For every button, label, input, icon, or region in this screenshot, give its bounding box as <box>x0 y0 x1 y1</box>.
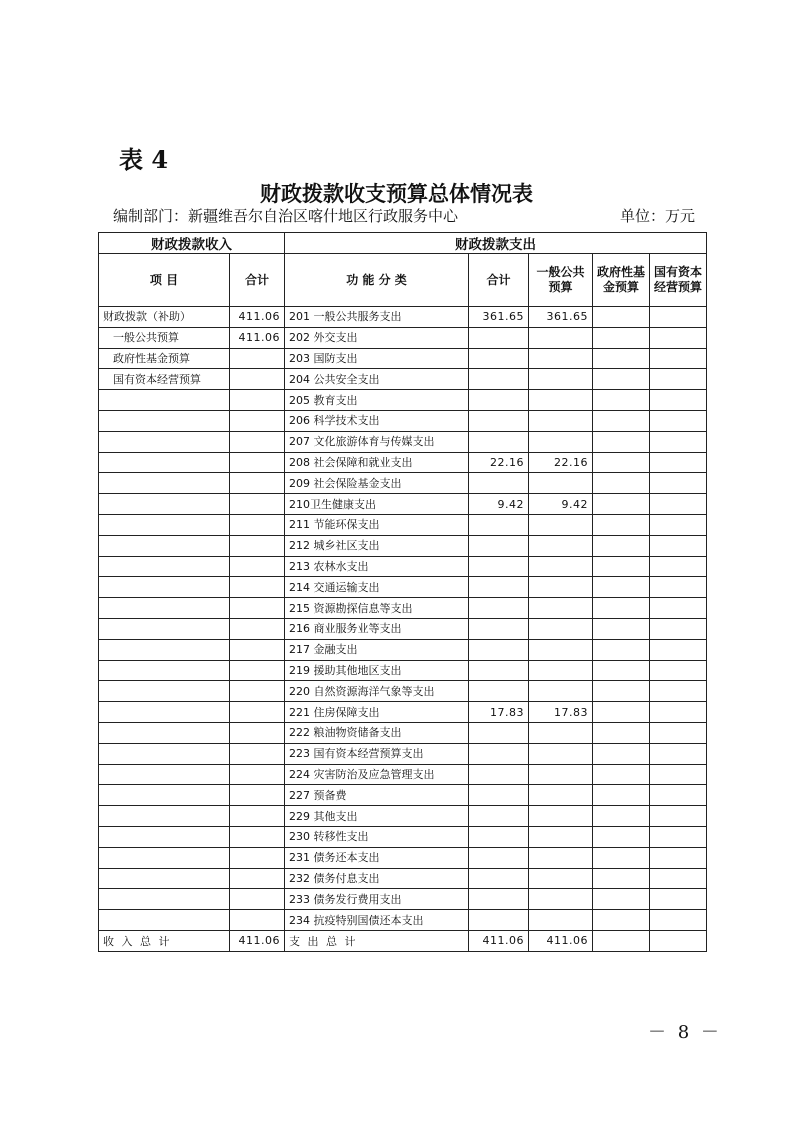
income-total-cell <box>230 889 285 910</box>
income-total-cell <box>230 348 285 369</box>
gov-fund-budget-cell <box>593 348 650 369</box>
income-item-cell: 政府性基金预算 <box>99 348 230 369</box>
expense-total-cell <box>469 806 529 827</box>
table-row <box>99 577 707 598</box>
expense-category-cell: 201 一般公共服务支出 <box>285 307 469 328</box>
expense-category-cell: 229 其他支出 <box>285 806 469 827</box>
expense-category-cell: 231 债务还本支出 <box>285 847 469 868</box>
general-budget-cell <box>529 660 593 681</box>
expense-total-cell <box>469 514 529 535</box>
income-item-cell <box>99 410 230 431</box>
expense-total-cell <box>469 681 529 702</box>
expense-category-cell: 219 援助其他地区支出 <box>285 660 469 681</box>
expense-total-cell <box>469 764 529 785</box>
gov-fund-budget-cell <box>593 764 650 785</box>
expense-total-cell <box>469 535 529 556</box>
table-row <box>99 681 707 702</box>
income-item-cell <box>99 390 230 411</box>
state-capital-budget-cell <box>650 473 707 494</box>
gov-fund-budget-cell <box>593 598 650 619</box>
expense-category-cell: 222 粮油物资储备支出 <box>285 722 469 743</box>
income-item-cell <box>99 847 230 868</box>
table-row <box>99 410 707 431</box>
gov-fund-budget-cell <box>593 556 650 577</box>
general-budget-cell <box>529 681 593 702</box>
income-item-cell <box>99 556 230 577</box>
general-budget-cell <box>529 743 593 764</box>
table-row <box>99 722 707 743</box>
general-budget-cell <box>529 390 593 411</box>
income-grand-total: 411.06 <box>230 930 285 951</box>
table-row <box>99 431 707 452</box>
expense-total-cell <box>469 660 529 681</box>
income-item-cell <box>99 702 230 723</box>
general-grand-total: 411.06 <box>529 930 593 951</box>
gov-fund-budget-cell <box>593 826 650 847</box>
expense-category-cell: 215 资源勘探信息等支出 <box>285 598 469 619</box>
income-item-cell <box>99 722 230 743</box>
income-item-cell <box>99 577 230 598</box>
state-capital-budget-cell <box>650 639 707 660</box>
expense-category-cell: 227 预备费 <box>285 785 469 806</box>
state-capital-budget-cell <box>650 390 707 411</box>
state-capital-budget-cell <box>650 348 707 369</box>
general-budget-cell <box>529 806 593 827</box>
gov-fund-budget-cell <box>593 889 650 910</box>
income-total-label: 收 入 总 计 <box>99 930 230 951</box>
income-item-cell: 国有资本经营预算 <box>99 369 230 390</box>
expense-total-cell <box>469 556 529 577</box>
gov-fund-budget-cell <box>593 847 650 868</box>
expense-total-cell <box>469 327 529 348</box>
expense-total-cell: 17.83 <box>469 702 529 723</box>
gov-fund-budget-cell <box>593 390 650 411</box>
expense-category-cell: 223 国有资本经营预算支出 <box>285 743 469 764</box>
budget-table <box>98 232 707 952</box>
table-row <box>99 327 707 348</box>
income-item-cell <box>99 452 230 473</box>
state-capital-budget-cell <box>650 535 707 556</box>
gov-fund-budget-cell <box>593 639 650 660</box>
general-budget-cell <box>529 556 593 577</box>
table-row <box>99 514 707 535</box>
income-total-cell <box>230 452 285 473</box>
income-item-cell <box>99 660 230 681</box>
income-item-cell <box>99 806 230 827</box>
general-budget-cell <box>529 868 593 889</box>
state-capital-budget-cell <box>650 702 707 723</box>
expense-category-cell: 212 城乡社区支出 <box>285 535 469 556</box>
page-number: － 8 － <box>648 1022 722 1043</box>
gov-fund-budget-cell <box>593 806 650 827</box>
gov-fund-budget-cell <box>593 327 650 348</box>
table-row <box>99 639 707 660</box>
compiling-department: 编制部门：新疆维吾尔自治区喀什地区行政服务中心 <box>113 207 459 225</box>
income-total-cell <box>230 722 285 743</box>
expense-category-cell: 205 教育支出 <box>285 390 469 411</box>
header-row-groups <box>99 233 707 254</box>
general-budget-cell <box>529 535 593 556</box>
expense-total-cell <box>469 639 529 660</box>
state-capital-budget-cell <box>650 681 707 702</box>
income-item-cell <box>99 868 230 889</box>
table-row <box>99 369 707 390</box>
state-capital-budget-cell <box>650 868 707 889</box>
expense-total-cell <box>469 826 529 847</box>
expense-group-header: 财政拨款支出 <box>285 233 707 254</box>
income-total-cell <box>230 618 285 639</box>
income-item-cell: 一般公共预算 <box>99 327 230 348</box>
expense-category-cell: 214 交通运输支出 <box>285 577 469 598</box>
income-total-cell <box>230 556 285 577</box>
state-capital-budget-cell <box>650 889 707 910</box>
table-row <box>99 390 707 411</box>
income-item-cell <box>99 889 230 910</box>
table-number-label: 表 4 <box>119 145 169 174</box>
gov-fund-budget-cell <box>593 618 650 639</box>
expense-category-cell: 204 公共安全支出 <box>285 369 469 390</box>
table-row <box>99 826 707 847</box>
income-group-header: 财政拨款收入 <box>99 233 285 254</box>
state-capital-budget-cell <box>650 618 707 639</box>
income-total-cell <box>230 910 285 931</box>
income-total-cell <box>230 702 285 723</box>
expense-category-cell: 202 外交支出 <box>285 327 469 348</box>
state-capital-budget-cell <box>650 452 707 473</box>
gov-fund-budget-cell <box>593 369 650 390</box>
state-capital-budget-cell <box>650 910 707 931</box>
general-budget-cell <box>529 847 593 868</box>
state-capital-budget-cell <box>650 431 707 452</box>
general-budget-cell: 17.83 <box>529 702 593 723</box>
state-capital-budget-cell <box>650 307 707 328</box>
state-capital-budget-cell <box>650 577 707 598</box>
general-budget-cell <box>529 889 593 910</box>
general-budget-cell <box>529 473 593 494</box>
income-total-cell <box>230 514 285 535</box>
general-budget-cell: 22.16 <box>529 452 593 473</box>
state-capital-budget-cell <box>650 514 707 535</box>
general-budget-cell <box>529 785 593 806</box>
table-row <box>99 702 707 723</box>
income-total-cell <box>230 577 285 598</box>
income-item-cell <box>99 535 230 556</box>
table-row <box>99 889 707 910</box>
income-total-cell <box>230 431 285 452</box>
income-total-cell <box>230 639 285 660</box>
table-row <box>99 598 707 619</box>
income-item-cell <box>99 681 230 702</box>
table-row <box>99 868 707 889</box>
document-title: 财政拨款收支预算总体情况表 <box>260 181 533 206</box>
state-capital-budget-cell <box>650 556 707 577</box>
table-row <box>99 452 707 473</box>
expense-total-cell <box>469 369 529 390</box>
table-row <box>99 847 707 868</box>
function-category-header: 功 能 分 类 <box>285 254 469 307</box>
state-capital-budget-cell <box>650 327 707 348</box>
state-capital-budget-cell <box>650 847 707 868</box>
expense-category-cell: 213 农林水支出 <box>285 556 469 577</box>
expense-total-cell <box>469 743 529 764</box>
gov-fund-budget-cell <box>593 514 650 535</box>
state-capital-budget-cell <box>650 410 707 431</box>
table-row <box>99 307 707 328</box>
expense-total-cell <box>469 390 529 411</box>
state-capital-budget-cell <box>650 494 707 515</box>
state-capital-budget-cell <box>650 826 707 847</box>
expense-total-cell <box>469 868 529 889</box>
gov-fund-budget-cell <box>593 785 650 806</box>
general-budget-cell <box>529 639 593 660</box>
income-total-cell <box>230 785 285 806</box>
unit-label: 单位：万元 <box>620 207 696 225</box>
general-budget-cell: 9.42 <box>529 494 593 515</box>
expense-total-cell <box>469 473 529 494</box>
gov-fund-budget-cell <box>593 307 650 328</box>
income-total-cell <box>230 868 285 889</box>
income-item-cell <box>99 431 230 452</box>
general-budget-cell <box>529 410 593 431</box>
gov-fund-budget-cell <box>593 452 650 473</box>
gov-fund-budget-cell <box>593 743 650 764</box>
income-total-header: 合计 <box>230 254 285 307</box>
expense-total-cell: 361.65 <box>469 307 529 328</box>
table-row <box>99 743 707 764</box>
income-total-cell <box>230 660 285 681</box>
expense-category-cell: 234 抗疫特别国债还本支出 <box>285 910 469 931</box>
general-budget-cell <box>529 764 593 785</box>
state-capital-budget-cell <box>650 660 707 681</box>
expense-category-cell: 211 节能环保支出 <box>285 514 469 535</box>
general-budget-cell <box>529 618 593 639</box>
general-budget-cell <box>529 722 593 743</box>
expense-total-cell <box>469 431 529 452</box>
income-item-cell <box>99 764 230 785</box>
general-budget-cell: 361.65 <box>529 307 593 328</box>
expense-category-cell: 233 债务发行费用支出 <box>285 889 469 910</box>
expense-total-cell: 9.42 <box>469 494 529 515</box>
state-capital-grand-total <box>650 930 707 951</box>
gov-fund-budget-cell <box>593 494 650 515</box>
gov-fund-budget-cell <box>593 577 650 598</box>
general-budget-cell <box>529 598 593 619</box>
gov-fund-budget-cell <box>593 431 650 452</box>
table-row <box>99 556 707 577</box>
income-item-cell <box>99 743 230 764</box>
expense-total-cell <box>469 410 529 431</box>
gov-fund-budget-cell <box>593 681 650 702</box>
income-total-cell <box>230 681 285 702</box>
income-item-cell <box>99 785 230 806</box>
general-budget-header: 一般公共预算 <box>529 254 593 307</box>
income-total-cell <box>230 494 285 515</box>
expense-category-cell: 210卫生健康支出 <box>285 494 469 515</box>
expense-total-cell <box>469 577 529 598</box>
table-row <box>99 806 707 827</box>
income-item-cell <box>99 494 230 515</box>
gov-fund-budget-cell <box>593 868 650 889</box>
state-capital-budget-header: 国有资本经营预算 <box>650 254 707 307</box>
table-row <box>99 494 707 515</box>
gov-fund-budget-cell <box>593 910 650 931</box>
income-item-cell <box>99 514 230 535</box>
general-budget-cell <box>529 327 593 348</box>
header-row-columns <box>99 254 707 307</box>
expense-total-cell: 22.16 <box>469 452 529 473</box>
state-capital-budget-cell <box>650 722 707 743</box>
income-total-cell <box>230 743 285 764</box>
table-row <box>99 473 707 494</box>
income-total-cell <box>230 847 285 868</box>
state-capital-budget-cell <box>650 369 707 390</box>
expense-total-cell <box>469 598 529 619</box>
table-row <box>99 618 707 639</box>
general-budget-cell <box>529 369 593 390</box>
income-total-cell <box>230 390 285 411</box>
gov-fund-budget-cell <box>593 473 650 494</box>
income-total-cell: 411.06 <box>230 327 285 348</box>
general-budget-cell <box>529 910 593 931</box>
income-total-cell <box>230 410 285 431</box>
income-item-cell <box>99 473 230 494</box>
gov-fund-budget-cell <box>593 660 650 681</box>
gov-fund-budget-cell <box>593 702 650 723</box>
expense-total-cell <box>469 889 529 910</box>
state-capital-budget-cell <box>650 743 707 764</box>
income-item-cell <box>99 618 230 639</box>
expense-grand-total: 411.06 <box>469 930 529 951</box>
expense-category-cell: 221 住房保障支出 <box>285 702 469 723</box>
table-row <box>99 535 707 556</box>
expense-category-cell: 203 国防支出 <box>285 348 469 369</box>
expense-category-cell: 207 文化旅游体育与传媒支出 <box>285 431 469 452</box>
gov-fund-budget-cell <box>593 535 650 556</box>
income-total-cell <box>230 806 285 827</box>
expense-category-cell: 208 社会保障和就业支出 <box>285 452 469 473</box>
general-budget-cell <box>529 826 593 847</box>
item-header: 项 目 <box>99 254 230 307</box>
expense-total-label: 支 出 总 计 <box>285 930 469 951</box>
gov-fund-budget-header: 政府性基金预算 <box>593 254 650 307</box>
income-total-cell <box>230 598 285 619</box>
expense-total-cell <box>469 785 529 806</box>
general-budget-cell <box>529 577 593 598</box>
table-row <box>99 660 707 681</box>
income-item-cell <box>99 639 230 660</box>
expense-total-cell <box>469 910 529 931</box>
table-row <box>99 785 707 806</box>
general-budget-cell <box>529 431 593 452</box>
income-item-cell <box>99 910 230 931</box>
income-item-cell: 财政拨款（补助） <box>99 307 230 328</box>
gov-fund-budget-cell <box>593 722 650 743</box>
income-item-cell <box>99 598 230 619</box>
income-total-cell: 411.06 <box>230 307 285 328</box>
general-budget-cell <box>529 348 593 369</box>
state-capital-budget-cell <box>650 806 707 827</box>
income-total-cell <box>230 369 285 390</box>
table-row <box>99 764 707 785</box>
income-item-cell <box>99 826 230 847</box>
general-budget-cell <box>529 514 593 535</box>
state-capital-budget-cell <box>650 598 707 619</box>
expense-total-cell <box>469 722 529 743</box>
table-row <box>99 910 707 931</box>
expense-total-cell <box>469 618 529 639</box>
expense-category-cell: 224 灾害防治及应急管理支出 <box>285 764 469 785</box>
expense-category-cell: 216 商业服务业等支出 <box>285 618 469 639</box>
income-total-cell <box>230 826 285 847</box>
expense-category-cell: 206 科学技术支出 <box>285 410 469 431</box>
gov-fund-grand-total <box>593 930 650 951</box>
expense-total-cell <box>469 847 529 868</box>
expense-category-cell: 209 社会保险基金支出 <box>285 473 469 494</box>
expense-total-cell <box>469 348 529 369</box>
table-row <box>99 348 707 369</box>
expense-category-cell: 232 债务付息支出 <box>285 868 469 889</box>
gov-fund-budget-cell <box>593 410 650 431</box>
expense-category-cell: 220 自然资源海洋气象等支出 <box>285 681 469 702</box>
income-total-cell <box>230 764 285 785</box>
income-total-cell <box>230 535 285 556</box>
state-capital-budget-cell <box>650 764 707 785</box>
state-capital-budget-cell <box>650 785 707 806</box>
expense-total-header: 合计 <box>469 254 529 307</box>
income-total-cell <box>230 473 285 494</box>
expense-category-cell: 217 金融支出 <box>285 639 469 660</box>
totals-row <box>99 930 707 951</box>
expense-category-cell: 230 转移性支出 <box>285 826 469 847</box>
